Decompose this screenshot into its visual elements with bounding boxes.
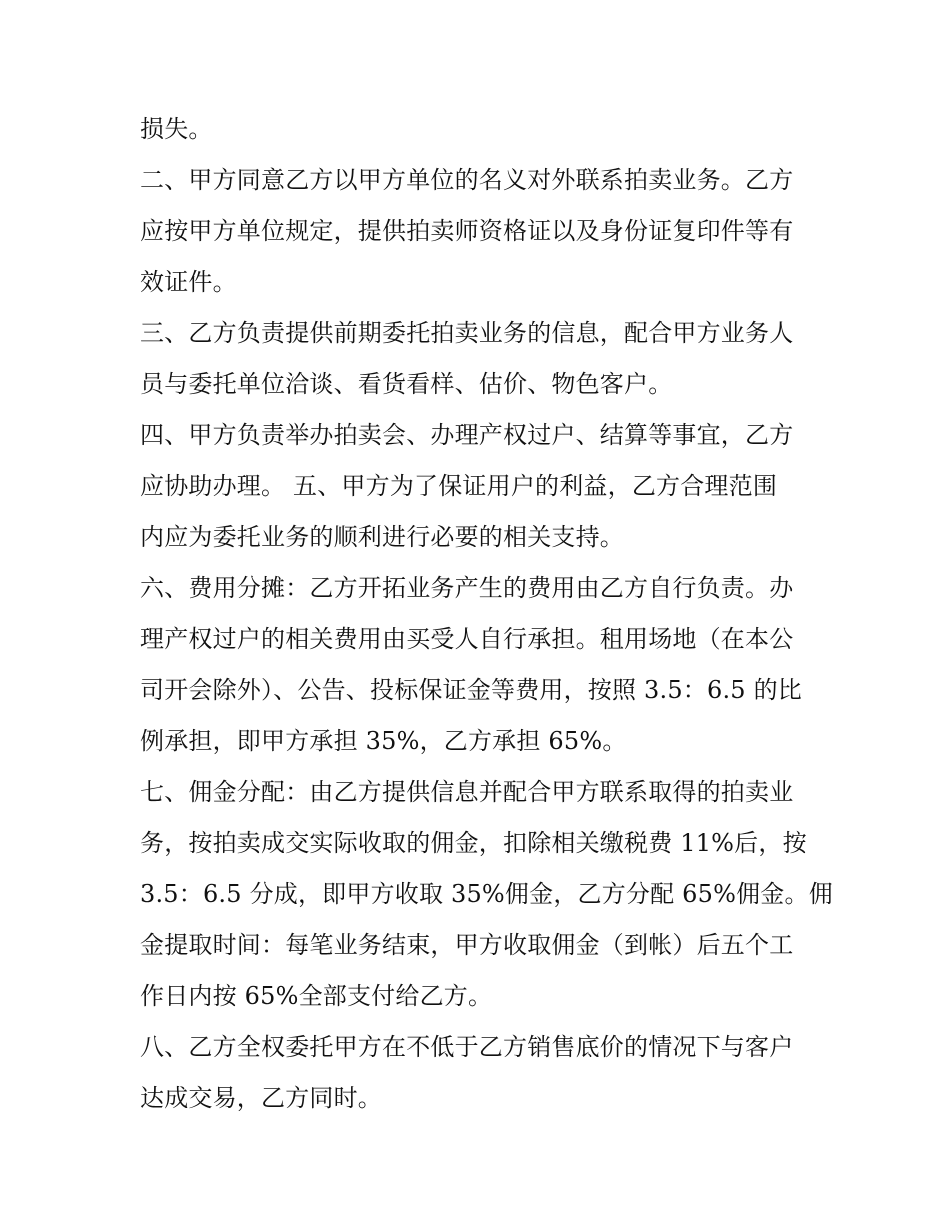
text-line: 金提取时间：每笔业务结束，甲方收取佣金（到帐）后五个工 [140,931,794,959]
text-line: 二、甲方同意乙方以甲方单位的名义对外联系拍卖业务。乙方 [140,166,794,194]
text-line: 务，按拍卖成交实际收取的佣金，扣除相关缴税费 11%后，按 [140,829,807,857]
paragraph-clause-3 [140,308,820,410]
paragraph-clause-8 [140,1022,820,1124]
text-line: 四、甲方负责举办拍卖会、办理产权过户、结算等事宜，乙方 [140,421,794,449]
text-line: 3.5：6.5 分成，即甲方收取 35%佣金，乙方分配 65%佣金。佣 [140,880,833,908]
text-line: 司开会除外）、公告、投标保证金等费用，按照 3.5：6.5 的比 [140,676,802,704]
text-line: 七、佣金分配：由乙方提供信息并配合甲方联系取得的拍卖业 [140,778,794,806]
paragraph-loss-continuation [140,104,820,155]
text-line: 例承担，即甲方承担 35%，乙方承担 65%。 [140,727,627,755]
paragraph-clause-7 [140,767,833,1022]
text-line: 员与委托单位洽谈、看货看样、估价、物色客户。 [140,370,673,398]
text-line: 六、费用分摊：乙方开拓业务产生的费用由乙方自行负责。办 [140,574,794,602]
text-line: 作日内按 65%全部支付给乙方。 [140,982,493,1010]
text-line: 损失。 [140,115,213,143]
paragraph-clause-6 [140,563,820,767]
text-line: 八、乙方全权委托甲方在不低于乙方销售底价的情况下与客户 [140,1033,794,1061]
text-line: 应按甲方单位规定，提供拍卖师资格证以及身份证复印件等有 [140,217,794,245]
paragraph-clause-2 [140,155,820,308]
text-line: 三、乙方负责提供前期委托拍卖业务的信息，配合甲方业务人 [140,319,794,347]
text-line: 理产权过户的相关费用由买受人自行承担。租用场地（在本公 [140,625,794,653]
text-line: 达成交易，乙方同时。 [140,1084,382,1112]
text-line: 内应为委托业务的顺利进行必要的相关支持。 [140,523,624,551]
document-body [140,104,833,1124]
text-line: 效证件。 [140,268,237,296]
text-line: 应协助办理。 五、甲方为了保证用户的利益，乙方合理范围 [140,472,778,500]
paragraph-clause-4-5 [140,410,820,563]
